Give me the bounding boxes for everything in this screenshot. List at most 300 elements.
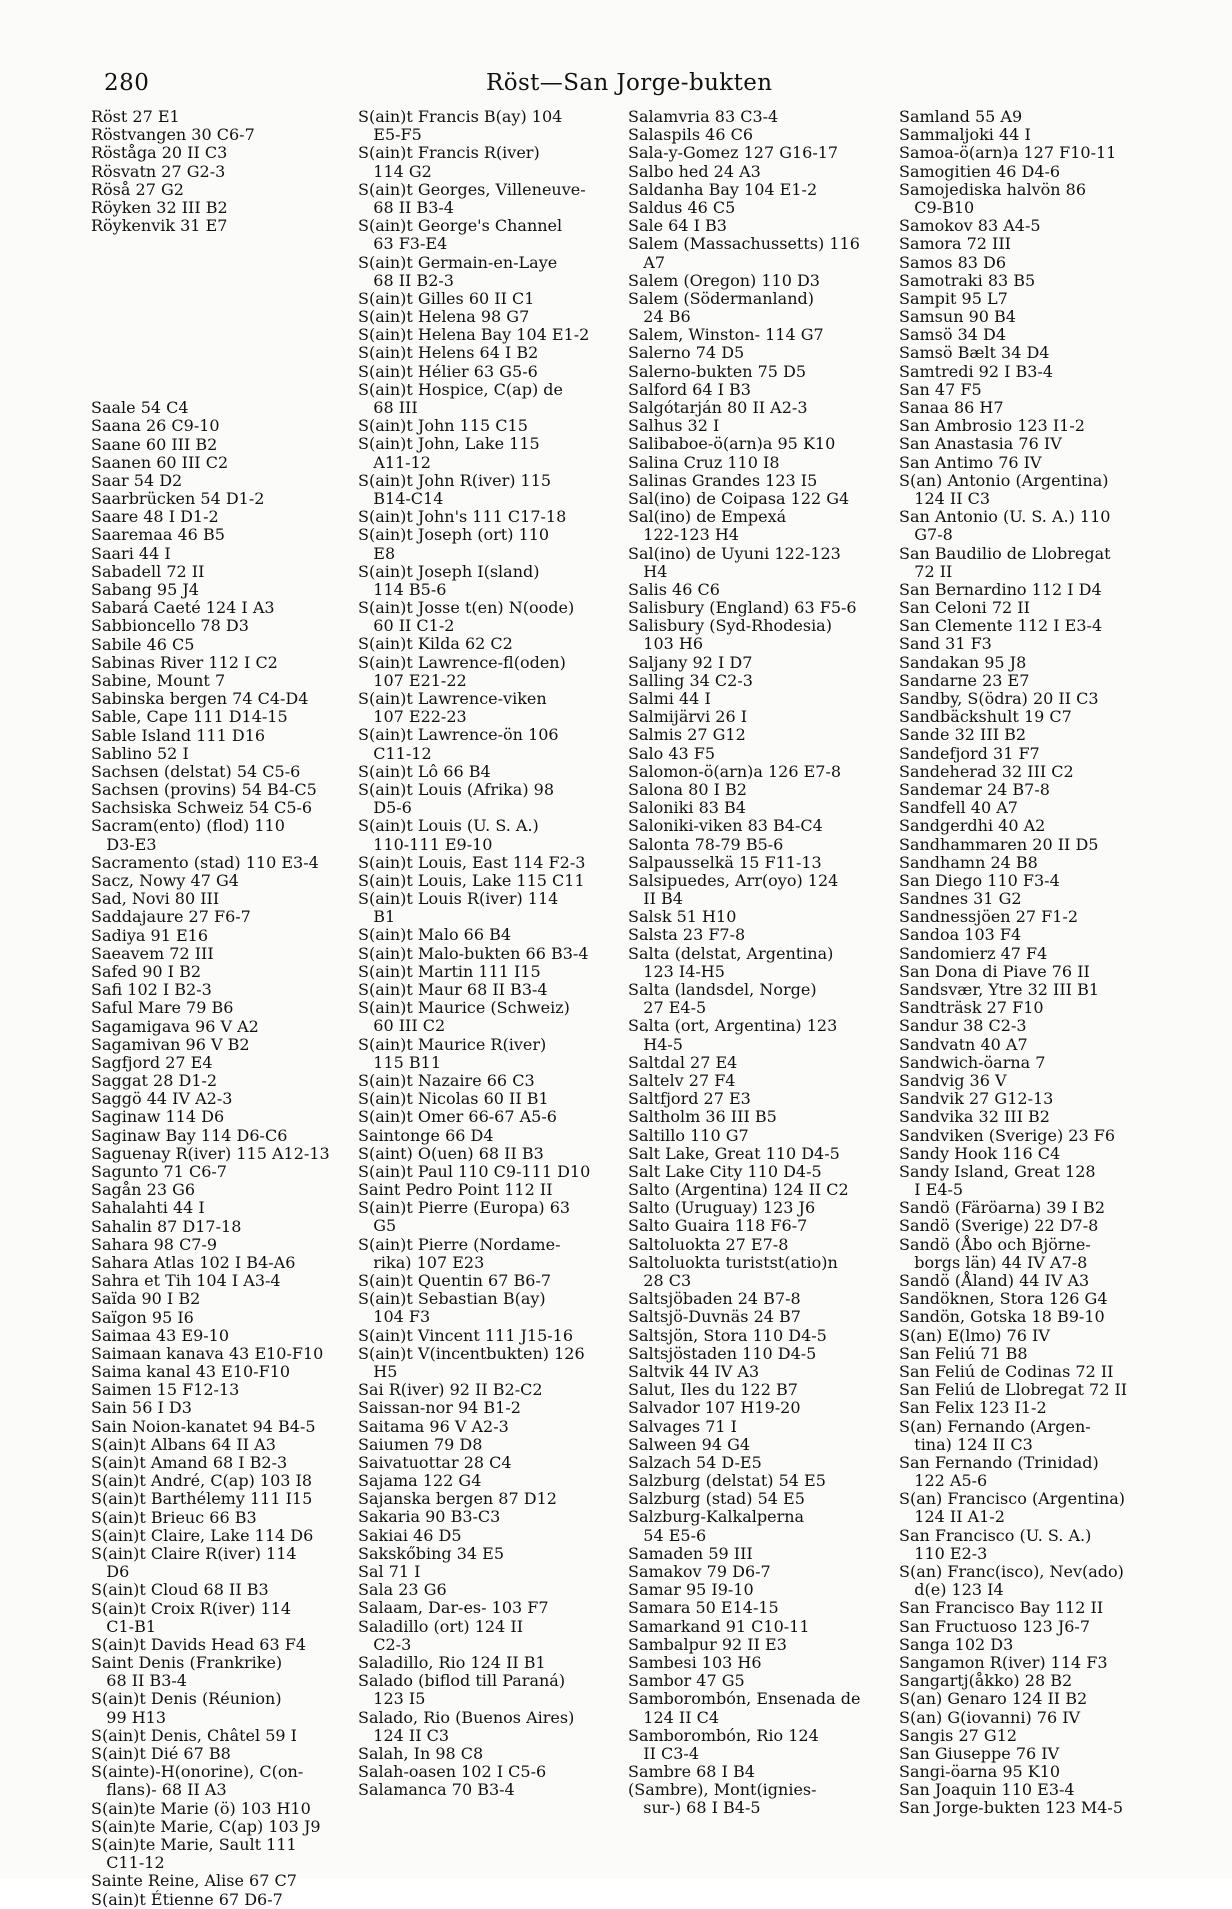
index-entry: S(ain)t John R(iver) 115 (358, 470, 552, 490)
index-entry: 114 G2 (358, 161, 432, 181)
index-entry: Sandviken (Sverige) 23 F6 (899, 1125, 1115, 1145)
index-entry: Salis 46 C6 (628, 579, 720, 599)
index-entry: S(ain)t Maur 68 II B3-4 (358, 980, 548, 999)
index-entry: 27 E4-5 (628, 998, 707, 1018)
index-entry: C11-12 (358, 743, 432, 763)
index-entry: Saggö 44 IV A2-3 (91, 1089, 233, 1109)
index-entry: San Baudilio de Llobregat (899, 543, 1111, 563)
index-entry: II C3-4 (628, 1743, 699, 1763)
index-entry: S(ain)t Dié 67 B8 (91, 1744, 231, 1763)
index-entry: Salmijärvi 26 I (628, 707, 748, 727)
index-entry: Sandö (Åbo och Björne- (899, 1234, 1091, 1254)
index-entry: Saana 26 C9-10 (91, 416, 220, 436)
index-entry: Sandeherad 32 III C2 (899, 761, 1074, 781)
index-entry: Samland 55 A9 (899, 107, 1023, 126)
index-entry: Salvages 71 I (628, 1416, 737, 1436)
index-entry: Sandfell 40 A7 (899, 798, 1018, 818)
index-entry: Salaam, Dar-es- 103 F7 (358, 1598, 549, 1618)
index-entry: S(ain)te Marie (ö) 103 H10 (91, 1798, 311, 1818)
index-entry: Röykenvik 31 E7 (91, 216, 228, 236)
index-entry: Samarkand 91 C10-11 (628, 1616, 810, 1636)
index-entry: Sable Island 111 D16 (91, 725, 266, 745)
index-entry: Salpausselkä 15 F11-13 (628, 852, 822, 872)
index-entry: borgs län) 44 IV A7-8 (899, 1252, 1088, 1272)
index-entry: Saginaw 114 D6 (91, 1107, 225, 1127)
index-entry: Salvador 107 H19-20 (628, 1398, 801, 1418)
index-entry: S(ain)t André, C(ap) 103 I8 (91, 1471, 313, 1491)
index-entry: S(ain)t Martin 111 I15 (358, 961, 541, 981)
index-entry: Sandträsk 27 F10 (899, 998, 1044, 1018)
index-entry: Sainte Reine, Alise 67 C7 (91, 1871, 297, 1891)
index-entry: tina) 124 II C3 (899, 1434, 1033, 1454)
index-entry: Salerno 74 D5 (628, 343, 745, 363)
index-entry: Saltoluokta turistst(atio)n (628, 1252, 838, 1272)
index-entry: Saitama 96 V A2-3 (358, 1416, 509, 1436)
index-entry: Salta (landsdel, Norge) (628, 980, 817, 999)
index-entry: Sandvig 36 V (899, 1070, 1007, 1090)
index-entry: Salo 43 F5 (628, 743, 716, 763)
index-entry: 124 II C3 (899, 488, 991, 508)
index-entry: Sanga 102 D3 (899, 1634, 1014, 1654)
index-entry: Sal(ino) de Empexá (628, 507, 787, 527)
index-entry: Salling 34 C2-3 (628, 670, 753, 690)
index-entry: Sandby, S(ödra) 20 II C3 (899, 689, 1099, 708)
index-entry: Sambre 68 I B4 (628, 1762, 755, 1782)
index-entry: Sandhammaren 20 II D5 (899, 834, 1099, 854)
index-entry: Sangamon R(iver) 114 F3 (899, 1652, 1108, 1672)
index-entry: S(an) Genaro 124 II B2 (899, 1689, 1088, 1709)
index-entry: S(ain)t Croix R(iver) 114 (91, 1598, 292, 1618)
index-entry: S(ain)t Gilles 60 II C1 (358, 288, 535, 308)
index-entry: 123 I4-H5 (628, 961, 725, 981)
index-entry: Sahalahti 44 I (91, 1198, 205, 1218)
index-entry: Sahara 98 C7-9 (91, 1234, 218, 1254)
index-entry: S(ain)t Sebastian B(ay) (358, 1289, 546, 1309)
index-entry: C9-B10 (899, 197, 975, 217)
index-entry: Saane 60 III B2 (91, 434, 218, 454)
index-entry: 122-123 H4 (628, 525, 739, 545)
index-entry: S(ain)t Nicolas 60 II B1 (358, 1089, 549, 1109)
index-entry: S(ain)t Joseph I(sland) (358, 561, 540, 581)
index-entry: 60 II C1-2 (358, 616, 455, 636)
index-entry: Saldanha Bay 104 E1-2 (628, 179, 818, 199)
index-entry: S(ain)t Malo-bukten 66 B3-4 (358, 943, 589, 963)
index-entry: Sammaljoki 44 I (899, 125, 1031, 145)
index-entry: d(e) 123 I4 (899, 1580, 1004, 1600)
index-entry: 114 B5-6 (358, 579, 447, 599)
index-entry: Saltsjöstaden 110 D4-5 (628, 1343, 817, 1363)
index-entry: S(ain)t Lawrence-fl(oden) (358, 652, 566, 672)
index-entry: S(ain)t Lô 66 B4 (358, 761, 491, 781)
index-entry: Sanaa 86 H7 (899, 398, 1004, 417)
index-entry: San Antimo 76 IV (899, 452, 1042, 472)
index-entry: S(an) Antonio (Argentina) (899, 470, 1109, 490)
index-entry: A7 (628, 252, 665, 272)
index-entry: Samsö 34 D4 (899, 325, 1007, 345)
index-entry: Salibaboe-ö(arn)a 95 K10 (628, 434, 836, 454)
index-entry: S(ain)t Albans 64 II A3 (91, 1434, 276, 1454)
index-entry: Salsk 51 H10 (628, 907, 737, 927)
index-entry: S(an) Francisco (Argentina) (899, 1489, 1126, 1509)
index-entry: Sandarne 23 E7 (899, 670, 1030, 690)
index-entry: S(ain)t John, Lake 115 (358, 434, 540, 454)
index-entry: Samogitien 46 D4-6 (899, 161, 1061, 181)
index-entry: 63 F3-E4 (358, 234, 448, 254)
index-entry: Saljany 92 I D7 (628, 652, 753, 672)
index-entry: Salem, Winston- 114 G7 (628, 325, 824, 345)
index-entry: Saissan-nor 94 B1-2 (358, 1398, 521, 1418)
index-entry: Saiumen 79 D8 (358, 1434, 483, 1454)
index-entry: San Dona di Piave 76 II (899, 961, 1090, 981)
index-entry: S(ain)te Marie, Sault 111 (91, 1834, 297, 1854)
index-entry: S(ain)t George's Channel (358, 216, 563, 236)
index-entry: Sakskőbing 34 E5 (358, 1543, 505, 1563)
index-entry: S(ain)t Francis B(ay) 104 (358, 107, 563, 126)
index-entry: H4 (628, 561, 668, 581)
index-entry: 103 H6 (628, 634, 704, 654)
index-entry: Salamvria 83 C3-4 (628, 107, 779, 126)
index-column-4 (899, 108, 1171, 1818)
index-entry: G7-8 (899, 525, 953, 545)
index-entry: San Francisco (U. S. A.) (899, 1525, 1092, 1545)
index-entry: 68 II B3-4 (358, 197, 454, 217)
index-entry: S(ain)t Brieuc 66 B3 (91, 1507, 257, 1527)
index-entry: Sandöknen, Stora 126 G4 (899, 1289, 1108, 1309)
index-entry: Sandakan 95 J8 (899, 652, 1027, 672)
index-entry: Sabinska bergen 74 C4-D4 (91, 689, 309, 709)
index-entry: Salah, In 98 C8 (358, 1743, 484, 1763)
index-entry: I E4-5 (899, 1180, 964, 1200)
index-entry: S(ain)t Nazaire 66 C3 (358, 1070, 535, 1090)
index-entry: 99 H13 (91, 1707, 167, 1727)
index-entry: S(ainte)-H(onorine), C(on- (91, 1762, 304, 1782)
page-number: 280 (104, 70, 150, 96)
index-entry: Samakov 79 D6-7 (628, 1562, 771, 1581)
index-entry: Sabinas River 112 I C2 (91, 652, 278, 672)
index-entry: Sandur 38 C2-3 (899, 1016, 1027, 1036)
index-entry: Salerno-bukten 75 D5 (628, 361, 807, 381)
index-entry: Salut, Iles du 122 B7 (628, 1380, 798, 1400)
index-entry: Samborombón, Rio 124 (628, 1725, 819, 1745)
index-entry: S(ain)t Lawrence-ön 106 (358, 725, 559, 745)
index-entry: Saintonge 66 D4 (358, 1125, 494, 1145)
running-head: Röst—San Jorge-bukten (486, 70, 773, 96)
index-entry: C1-B1 (91, 1616, 157, 1636)
index-entry: Sandnessjöen 27 F1-2 (899, 907, 1079, 927)
index-entry: S(ain)t Denis (Réunion) (91, 1689, 282, 1709)
index-entry: Samara 50 E14-15 (628, 1598, 779, 1618)
index-entry: S(an) G(iovanni) 76 IV (899, 1707, 1081, 1727)
index-entry: San Joaquin 110 E3-4 (899, 1780, 1075, 1800)
index-entry: Sandön, Gotska 18 B9-10 (899, 1307, 1105, 1327)
index-entry: S(an) Franc(isco), Nev(ado) (899, 1562, 1124, 1581)
index-entry: E8 (358, 543, 396, 563)
index-entry: Salado, Rio (Buenos Aires) (358, 1707, 575, 1727)
index-entry: Salzach 54 D-E5 (628, 1452, 762, 1472)
index-entry: Salt Lake City 110 D4-5 (628, 1161, 822, 1181)
index-entry: 28 C3 (628, 1271, 692, 1290)
index-entry: H4-5 (628, 1034, 683, 1054)
index-entry: Salem (Massachussetts) 116 (628, 234, 860, 254)
index-entry: flans)- 68 II A3 (91, 1780, 227, 1800)
index-entry: Salween 94 G4 (628, 1434, 751, 1454)
index-entry: Saladillo, Rio 124 II B1 (358, 1652, 546, 1672)
index-entry: Sadiya 91 E16 (91, 925, 209, 945)
index-entry: Sakiai 46 D5 (358, 1525, 462, 1545)
index-entry: San Fernando (Trinidad) (899, 1452, 1099, 1472)
index-entry: S(ain)t Étienne 67 D6-7 (91, 1889, 283, 1909)
index-entry: Sacramento (stad) 110 E3-4 (91, 852, 319, 872)
index-entry: S(ain)t Francis R(iver) (358, 143, 540, 163)
index-entry: Sacram(ento) (flod) 110 (91, 816, 285, 836)
index-entry: Röyken 32 III B2 (91, 197, 228, 217)
index-entry: rika) 107 E23 (358, 1252, 485, 1272)
index-entry: S(ain)t Vincent 111 J15-16 (358, 1325, 574, 1345)
index-entry: Sala 23 G6 (358, 1580, 447, 1600)
index-entry: Sangi-öarna 95 K10 (899, 1762, 1061, 1782)
index-entry: Saimaan kanava 43 E10-F10 (91, 1343, 324, 1363)
index-entry: Saeavem 72 III (91, 943, 214, 963)
index-entry: Sale 64 I B3 (628, 216, 727, 236)
index-entry: Röstvangen 30 C6-7 (91, 125, 255, 145)
index-entry: Sampit 95 L7 (899, 288, 1008, 308)
index-entry: Saimaa 43 E9-10 (91, 1325, 230, 1345)
index-entry: San Bernardino 112 I D4 (899, 579, 1102, 599)
index-entry: A11-12 (358, 452, 431, 472)
index-entry: Samsun 90 B4 (899, 307, 1016, 327)
index-entry: Sandvik 27 G12-13 (899, 1089, 1054, 1109)
index-entry: S(ain)t Omer 66-67 A5-6 (358, 1107, 557, 1127)
index-entry: Salt Lake, Great 110 D4-5 (628, 1143, 840, 1163)
index-entry: Sandnes 31 G2 (899, 889, 1022, 909)
index-entry: San Clemente 112 I E3-4 (899, 616, 1103, 636)
index-entry: Salona 80 I B2 (628, 779, 747, 799)
index-entry: S(ain)t Maurice R(iver) (358, 1034, 547, 1054)
index-entry: S(ain)t Quentin 67 B6-7 (358, 1271, 552, 1290)
index-entry: S(ain)t Barthélemy 111 I15 (91, 1489, 313, 1509)
index-entry: II B4 (628, 889, 683, 909)
index-entry: Samaden 59 III (628, 1543, 753, 1563)
index-entry: Saare 48 I D1-2 (91, 507, 219, 527)
index-entry: S(ain)t V(incentbukten) 126 (358, 1343, 585, 1363)
index-entry: Sande 32 III B2 (899, 725, 1027, 745)
index-entry: S(ain)t Helena Bay 104 E1-2 (358, 325, 590, 345)
index-entry: S(ain)t Lawrence-viken (358, 689, 547, 708)
index-entry: Saddajaure 27 F6-7 (91, 907, 251, 927)
index-entry: Sandö (Åland) 44 IV A3 (899, 1271, 1090, 1290)
index-entry: San Felix 123 I1-2 (899, 1398, 1047, 1418)
index-entry: Sangartj(åkko) 28 B2 (899, 1671, 1073, 1691)
index-entry: Saaremaa 46 B5 (91, 525, 225, 545)
index-entry: Saanen 60 III C2 (91, 452, 229, 472)
index-entry: S(ain)t Louis (Afrika) 98 (358, 779, 555, 799)
index-entry: Sad, Novi 80 III (91, 889, 220, 909)
index-entry: Saltvik 44 IV A3 (628, 1361, 760, 1381)
index-entry: 68 II B2-3 (358, 270, 454, 290)
index-entry: 122 A5-6 (899, 1471, 988, 1491)
index-entry: Samora 72 III (899, 234, 1011, 254)
index-entry: Sain Noion-kanatet 94 B4-5 (91, 1416, 316, 1436)
index-entry: Saima kanal 43 E10-F10 (91, 1362, 291, 1382)
index-entry: San Diego 110 F3-4 (899, 870, 1060, 890)
index-column-1 (91, 108, 363, 1909)
index-entry: Saïgon 95 I6 (91, 1307, 194, 1327)
index-entry: Salomon-ö(arn)a 126 E7-8 (628, 761, 842, 781)
index-column-3 (628, 108, 900, 1818)
index-entry: Sala-y-Gomez 127 G16-17 (628, 143, 839, 163)
index-entry: C2-3 (358, 1634, 412, 1654)
index-entry: 68 II B3-4 (91, 1671, 187, 1691)
index-entry: Saltsjö-Duvnäs 24 B7 (628, 1307, 801, 1327)
index-entry: San Feliú de Codinas 72 II (899, 1361, 1114, 1381)
index-entry: Sambesi 103 H6 (628, 1652, 762, 1672)
index-entry: sur-) 68 I B4-5 (628, 1798, 761, 1818)
index-entry: H5 (358, 1361, 398, 1381)
index-entry: San Ambrosio 123 I1-2 (899, 416, 1085, 436)
index-entry: S(ain)t Pierre (Nordame- (358, 1234, 561, 1254)
index-entry: Salamanca 70 B3-4 (358, 1780, 515, 1800)
index-entry: S(ain)t Amand 68 I B2-3 (91, 1453, 288, 1472)
index-entry: San Feliú 71 B8 (899, 1343, 1028, 1363)
index-entry: 124 II C3 (358, 1725, 450, 1745)
index-entry: Samsö Bælt 34 D4 (899, 343, 1050, 363)
index-entry: Saggat 28 D1-2 (91, 1071, 218, 1091)
index-entry: S(ain)t Germain-en-Laye (358, 252, 558, 272)
index-entry: Röså 27 G2 (91, 179, 184, 199)
index-entry: Saimen 15 F12-13 (91, 1380, 240, 1400)
index-entry: Sahalin 87 D17-18 (91, 1216, 242, 1236)
index-entry: B14-C14 (358, 488, 444, 508)
index-entry: Salford 64 I B3 (628, 379, 751, 399)
index-entry: 60 III C2 (358, 1016, 446, 1036)
index-entry: Salmis 27 G12 (628, 725, 746, 745)
index-entry: Sal(ino) de Coipasa 122 G4 (628, 488, 850, 508)
index-entry: 54 E5-6 (628, 1525, 707, 1545)
index-entry: Safi 102 I B2-3 (91, 980, 212, 1000)
index-entry: San Giuseppe 76 IV (899, 1743, 1060, 1763)
index-entry: Sandö (Färöarna) 39 I B2 (899, 1198, 1105, 1218)
index-entry: Sain 56 I D3 (91, 1398, 192, 1418)
index-entry: S(ain)t Helena 98 G7 (358, 307, 530, 327)
index-entry: San Feliú de Llobregat 72 II (899, 1380, 1128, 1400)
index-entry: S(ain)te Marie, C(ap) 103 J9 (91, 1816, 321, 1836)
index-entry: 115 B11 (358, 1052, 441, 1072)
index-entry: Salmi 44 I (628, 689, 711, 708)
index-entry: Sandvatn 40 A7 (899, 1034, 1028, 1054)
index-entry: Sable, Cape 111 D14-15 (91, 707, 288, 727)
index-entry: Salinas Grandes 123 I5 (628, 470, 818, 490)
index-entry: C11-12 (91, 1853, 165, 1873)
index-entry: Salem (Södermanland) (628, 288, 814, 308)
index-entry: Samar 95 I9-10 (628, 1580, 754, 1600)
index-entry: Sandoa 103 F4 (899, 925, 1022, 945)
index-entry: Sandwich-öarna 7 (899, 1052, 1046, 1072)
index-entry: San 47 F5 (899, 379, 982, 399)
index-entry: 72 II (899, 561, 953, 581)
index-entry: Salsta 23 F7-8 (628, 925, 746, 945)
index-entry: S(ain)t Claire, Lake 114 D6 (91, 1525, 314, 1545)
index-entry: Salzburg (stad) 54 E5 (628, 1489, 805, 1509)
index-entry: Salta (delstat, Argentina) (628, 943, 834, 963)
index-entry: B1 (358, 907, 396, 927)
index-entry: Sangis 27 G12 (899, 1725, 1018, 1745)
index-entry: Sambor 47 G5 (628, 1671, 745, 1691)
index-entry: Rösvatn 27 G2-3 (91, 161, 226, 181)
index-entry: Sambalpur 92 II E3 (628, 1634, 787, 1654)
index-entry: Sabadell 72 II (91, 561, 205, 581)
index-entry: Sacz, Nowy 47 G4 (91, 871, 239, 890)
index-entry: 107 E22-23 (358, 707, 467, 727)
index-entry: 107 E21-22 (358, 670, 467, 690)
index-entry: S(ain)t Hospice, C(ap) de (358, 379, 563, 399)
index-entry: D3-E3 (91, 834, 157, 854)
index-entry: Salgótarján 80 II A2-3 (628, 398, 808, 417)
index-entry: 123 I5 (358, 1689, 426, 1709)
index-entry: S(ain)t Louis R(iver) 114 (358, 889, 559, 909)
index-entry: Saginaw Bay 114 D6-C6 (91, 1125, 288, 1145)
index-entry: Sandgerdhi 40 A2 (899, 816, 1046, 836)
index-entry: S(ain)t Denis, Châtel 59 I (91, 1725, 297, 1745)
index-entry: Röståga 20 II C3 (91, 143, 228, 163)
index-entry: 124 II C4 (628, 1707, 720, 1727)
index-entry: Saloniki 83 B4 (628, 798, 746, 818)
index-entry: Sandomierz 47 F4 (899, 943, 1048, 963)
index-entry: Samokov 83 A4-5 (899, 216, 1041, 236)
index-entry: (Sambre), Mont(ignies- (628, 1780, 817, 1800)
index-entry: Salisbury (Syd-Rhodesia) (628, 616, 832, 636)
index-entry: Sandefjord 31 F7 (899, 743, 1040, 763)
index-column-2 (358, 108, 630, 1799)
index-entry: S(ain)t John's 111 C17-18 (358, 507, 567, 527)
index-entry: Sandvika 32 III B2 (899, 1107, 1050, 1127)
index-entry: S(ain)t Louis, East 114 F2-3 (358, 852, 586, 872)
index-entry: S(ain)t Louis, Lake 115 C11 (358, 870, 585, 890)
index-entry: Röst 27 E1 (91, 107, 180, 126)
index-entry: Sabará Caeté 124 I A3 (91, 598, 275, 618)
index-entry: Saltsjön, Stora 110 D4-5 (628, 1325, 827, 1345)
index-entry: Sand 31 F3 (899, 634, 992, 654)
index-entry: Safed 90 I B2 (91, 961, 202, 981)
index-entry: 124 II A1-2 (899, 1507, 1005, 1527)
index-entry: Salto (Uruguay) 123 J6 (628, 1198, 816, 1218)
index-entry: Samtredi 92 I B3-4 (899, 361, 1054, 381)
index-entry: 104 F3 (358, 1307, 431, 1327)
index-entry: Sagunto 71 C6-7 (91, 1162, 227, 1181)
index-entry: S(ain)t Maurice (Schweiz) (358, 998, 570, 1018)
index-entry: Sal(ino) de Uyuni 122-123 (628, 543, 841, 563)
index-entry: Sandy Island, Great 128 (899, 1161, 1096, 1181)
index-entry: Sabang 95 J4 (91, 580, 199, 599)
index-entry: Salto (Argentina) 124 II C2 (628, 1180, 849, 1200)
index-entry: G5 (358, 1216, 397, 1236)
index-entry: Samborombón, Ensenada de (628, 1689, 861, 1709)
index-entry: San Francisco Bay 112 II (899, 1598, 1104, 1618)
index-entry: Saale 54 C4 (91, 398, 189, 418)
index-entry: S(ain)t Georges, Villeneuve- (358, 179, 586, 199)
index-entry: Salhus 32 I (628, 416, 720, 436)
index-entry: S(an) E(lmo) 76 IV (899, 1325, 1050, 1345)
index-entry: Salina Cruz 110 I8 (628, 452, 780, 472)
index-entry: Salaspils 46 C6 (628, 125, 754, 145)
index-entry: Salisbury (England) 63 F5-6 (628, 598, 857, 618)
index-entry: Sai R(iver) 92 II B2-C2 (358, 1380, 543, 1400)
index-entry: Sakaria 90 B3-C3 (358, 1507, 501, 1527)
index-entry: Salem (Oregon) 110 D3 (628, 270, 820, 290)
index-entry: Saguenay R(iver) 115 A12-13 (91, 1143, 330, 1163)
index-entry: Sagamivan 96 V B2 (91, 1034, 250, 1054)
index-entry: Salonta 78-79 B5-6 (628, 834, 784, 854)
index-entry: Samotraki 83 B5 (899, 270, 1036, 290)
